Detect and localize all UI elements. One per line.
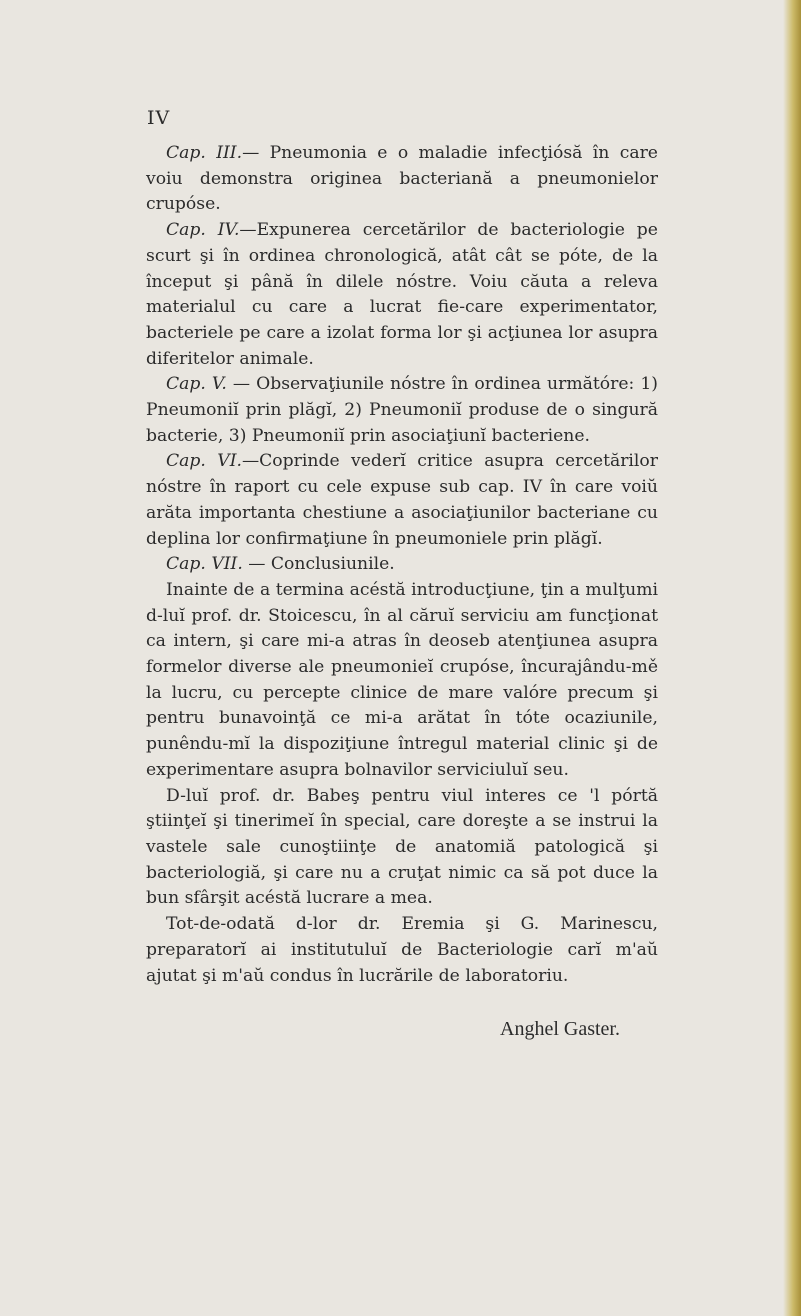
paragraph xyxy=(146,372,658,449)
chapter-label: Cap. V. xyxy=(166,374,227,395)
page-number: IV xyxy=(147,107,171,129)
paragraph-text: — Pneumonia e o maladie infecţiósă în care voiu demonstra originea bacteriană a pneumonielor crupóse. xyxy=(146,143,658,215)
paragraph xyxy=(146,141,658,218)
paragraph-text: — Conclusiunile. xyxy=(242,554,395,575)
paragraph xyxy=(146,449,658,552)
paragraph-text: —Coprinde vederĭ critice asupra cercetărilor nóstre în raport cu cele expuse sub cap. IV în care voiŭ arăta importanta chestiune a asociaţiunilor bacteriane cu deplina lor confirmaţiune în pneumoniele prin plăgĭ. xyxy=(146,451,658,549)
paragraph-text: Tot-de-odată d-lor dr. Eremia şi G. Marinescu, preparatorĭ ai institutuluĭ de Bacteriologie carĭ m'aŭ ajutat şi m'aŭ condus în lucrările de laboratoriu. xyxy=(146,914,658,986)
chapter-label: Cap. VI. xyxy=(166,451,242,472)
chapter-label: Cap. IV. xyxy=(166,220,240,241)
paragraph-text: Inainte de a termina acéstă introducţiune, ţin a mulţumi d-luĭ prof. dr. Stoicescu, în al căruĭ serviciu am funcţionat ca intern, şi care mi-a atras în deoseb atenţiunea asupra formelor diverse ale pneumonieĭ crupóse, încurajându-mě la lucru, cu percepte clinice de mare valóre precum şi pentru bunavoinţă ce mi-a arătat în tóte ocaziunile, punêndu-mĭ la dispoziţiune întregul material clinic şi de experimentare asupra bolnavilor serviciuluĭ seu. xyxy=(146,579,658,780)
paragraph xyxy=(146,578,658,784)
body-text xyxy=(146,141,658,989)
paragraph xyxy=(146,912,658,989)
paragraph xyxy=(146,218,658,372)
page-edge-shading xyxy=(783,0,801,1316)
chapter-label: Cap. VII. xyxy=(166,554,243,575)
author-signature: Anghel Gaster. xyxy=(500,1018,620,1040)
paragraph xyxy=(146,784,658,913)
chapter-label: Cap. III. xyxy=(166,143,243,163)
paragraph xyxy=(146,552,658,578)
paragraph-text: —Expunerea cercetărilor de bacteriologie pe scurt şi în ordinea chronologică, atât cât se póte, de la început şi până în dilele nóstre. Voiu căuta a releva materialul cu care a lucrat fie-care experimentator, bacteriele pe care a izolat forma lor şi acţiunea lor asupra diferitelor animale. xyxy=(146,220,658,369)
paragraph-text: — Observaţiunile nóstre în ordinea următóre: 1) Pneumoniĭ prin plăgĭ, 2) Pneumoniĭ produse de o singură bacterie, 3) Pneumoniĭ prin asociaţiunĭ bacteriene. xyxy=(146,374,659,446)
paragraph-text: D-luĭ prof. dr. Babeş pentru viul interes ce 'l pórtă ştiinţeĭ şi tinerimeĭ în special, care doreşte a se instrui la vastele sale cunoştiinţe de anatomiă patologică şi bacteriologiă, şi care nu a cruţat nimic ca să pot duce la bun sfârşit acéstă lucrare a mea. xyxy=(146,785,658,909)
